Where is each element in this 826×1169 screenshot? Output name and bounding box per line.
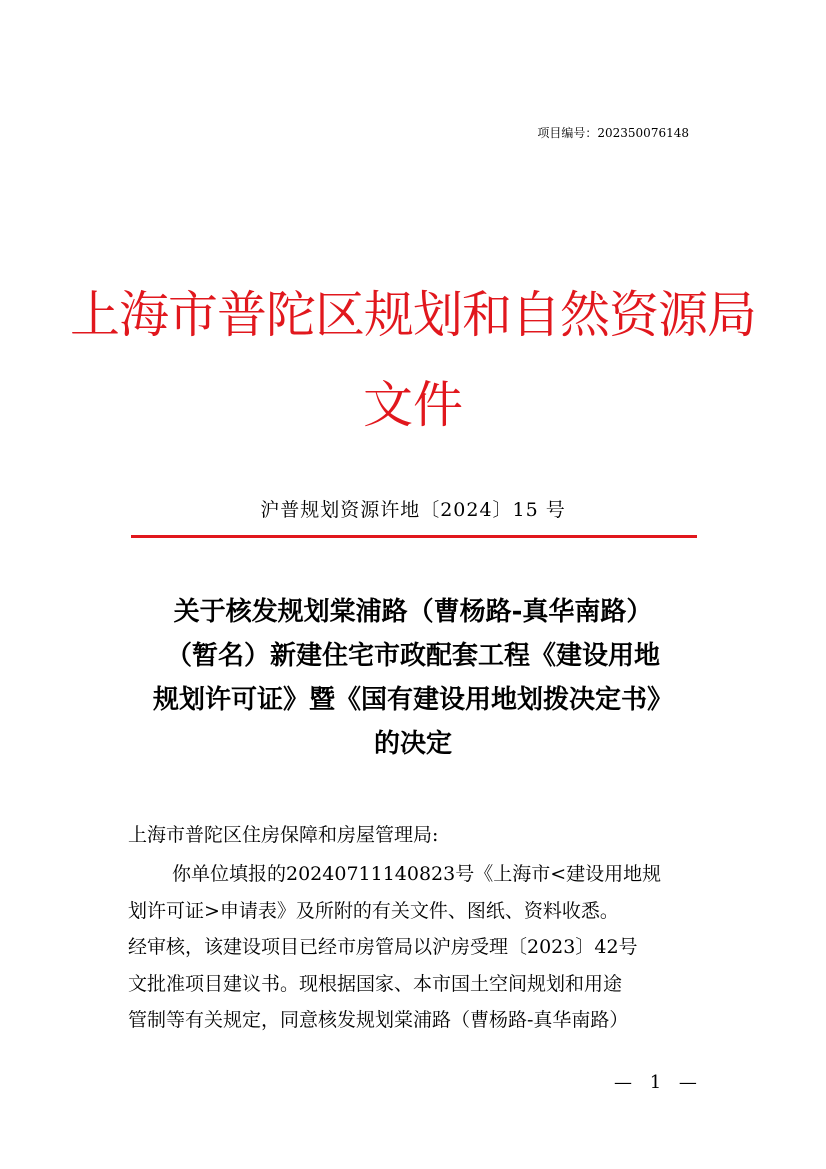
project-number: 项目编号：202350076148 [537,126,689,140]
body-line: 经审核，该建设项目已经市房管局以沪房受理〔2023〕42号 [128,936,638,958]
red-separator-line [131,535,697,538]
body-line: 文批准项目建议书。现根据国家、本市国土空间规划和用途 [128,972,623,995]
page-number: — 1 — [614,1072,703,1093]
document-number: 沪普规划资源许地〔2024〕15 号 [260,499,566,521]
document-title-line: （暂名）新建住宅市政配套工程《建设用地 [165,641,660,671]
body-line: 你单位填报的20240711140823号《上海市<建设用地规 [172,863,662,885]
document-title-line: 的决定 [373,729,452,759]
issuing-organization-title: 上海市普陀区规划和自然资源局 [70,286,756,344]
body-line: 划许可证>申请表》及所附的有关文件、图纸、资料收悉。 [128,899,619,922]
document-title-line: 规划许可证》暨《国有建设用地划拨决定书》 [152,685,673,715]
body-line: 管制等有关规定，同意核发规划棠浦路（曹杨路-真华南路） [128,1009,629,1031]
document-type-title: 文件 [363,376,463,434]
document-title [124,590,702,766]
body-paragraph [128,856,700,1039]
document-title-line: 关于核发规划棠浦路（曹杨路-真华南路） [173,597,653,627]
addressee: 上海市普陀区住房保障和房屋管理局: [128,824,439,846]
